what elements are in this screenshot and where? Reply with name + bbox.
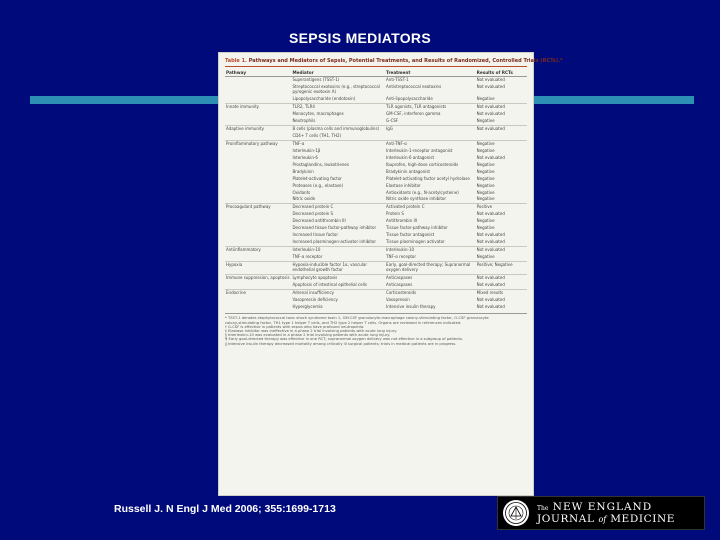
- table-caption-text: Pathways and Mediators of Sepsis, Potential Treatments, and Results of Randomized, Controlled Trials (RCTs).*: [248, 58, 563, 64]
- table-row: [225, 218, 527, 225]
- table-row: [225, 303, 527, 310]
- cell-treatment: TLR agonists, TLR antagonists: [385, 103, 476, 110]
- cell-result: Mixed results: [476, 289, 527, 296]
- cell-pathway: [225, 168, 291, 175]
- cell-pathway: Proinflammatory pathway: [225, 140, 291, 147]
- cell-mediator: Interleukin-6: [292, 154, 318, 160]
- table-row: [225, 211, 527, 218]
- footnote: * TSST-1 denotes staphylococcal toxic shock syndrome toxin 1, GM-CSF granulocyte-macrophage colony-stimulating factor, G-CSF granulocyte: [225, 316, 489, 321]
- cell-mediator: Oxidants: [292, 189, 311, 195]
- cell-mediator: Increased tissue factor: [292, 232, 339, 238]
- header-pathway: Pathway: [225, 68, 291, 77]
- cell-result: Not evaluated: [476, 84, 505, 90]
- cell-treatment: Tissue plasminogen activator: [386, 239, 445, 245]
- cell-treatment: [385, 133, 476, 140]
- cell-treatment: Anti-TNF-α: [385, 140, 476, 147]
- cell-mediator: Superantigens (TSST-1): [292, 77, 340, 83]
- cell-pathway: [225, 218, 291, 225]
- cell-result: Not evaluated: [476, 125, 527, 132]
- footnote: ‡ Elastase inhibitor was ineffective in a phase 2 trial involving patients with acute lung injury.: [225, 329, 398, 334]
- cell-treatment: Anti-TSST-1: [386, 77, 409, 83]
- footnote: colony-stimulating factor, TH1 type 1 helper T cells, and TH2 type 2 helper T cells. Organs are reviewed in references indicated.: [225, 320, 462, 325]
- cell-result: Not evaluated: [476, 281, 505, 287]
- cell-result: Negative: [476, 147, 495, 153]
- cell-pathway: [225, 84, 291, 96]
- table-row: [225, 296, 527, 303]
- cell-result: Not evaluated: [476, 154, 505, 160]
- cell-result: Negative: [476, 189, 495, 195]
- cell-result: Not evaluated: [476, 303, 505, 309]
- cell-treatment: Interleukin-10: [385, 247, 476, 254]
- cell-result: Negative: [476, 196, 495, 202]
- cell-treatment: Activated protein C: [385, 204, 476, 211]
- cell-mediator: B cells (plasma cells and immunoglobulins): [291, 125, 385, 132]
- cell-treatment: Protein S: [386, 211, 404, 217]
- cell-result: Not evaluated: [476, 77, 505, 83]
- cell-pathway: [225, 303, 291, 310]
- cell-treatment: Tissue factor antagonist: [386, 232, 435, 238]
- cell-treatment: Vasopressin: [386, 296, 410, 302]
- nejm-seal-icon: [501, 498, 531, 528]
- table-row: [225, 96, 527, 103]
- cell-result: Not evaluated: [476, 247, 527, 254]
- accent-bar-right: [534, 96, 694, 104]
- footnote: ¶ Early goal-directed therapy was effective in one RCT; supranormal oxygen delivery was not effective in a subgroup of patients.: [225, 337, 464, 342]
- cell-pathway: [225, 161, 291, 168]
- cell-mediator: TNF-α receptor: [292, 254, 323, 260]
- cell-result: Negative: [476, 175, 495, 181]
- table-row: [225, 154, 527, 161]
- cell-mediator: Decreased protein S: [292, 211, 334, 217]
- table-row: [225, 232, 527, 239]
- table-row: [225, 274, 527, 281]
- header-results: Results of RCTs: [476, 68, 527, 77]
- cell-result: Not evaluated: [476, 239, 505, 245]
- cell-result: Positive; Negative: [476, 262, 527, 275]
- cell-mediator: Hypoxia-inducible factor 1α, vascular endothelial growth factor: [291, 262, 385, 275]
- mediators-table: [225, 68, 527, 310]
- table-row: [225, 254, 527, 261]
- cell-result: Negative: [476, 225, 495, 231]
- cell-mediator: Lymphocyte apoptosis: [291, 274, 385, 281]
- logo-new-england: NEW ENGLAND: [552, 501, 653, 513]
- table-row: [225, 148, 527, 155]
- cell-result: Negative: [476, 254, 495, 260]
- cell-result: Not evaluated: [476, 296, 505, 302]
- cell-pathway: [225, 211, 291, 218]
- cell-pathway: [225, 175, 291, 182]
- cell-pathway: [225, 133, 291, 140]
- cell-result: Negative: [476, 182, 495, 188]
- cell-result: Not evaluated: [476, 110, 505, 116]
- header-mediator: Mediator: [291, 68, 385, 77]
- cell-treatment: Anti-lipopolysaccharide: [386, 95, 433, 101]
- cell-result: Positive: [476, 204, 527, 211]
- cell-mediator: Platelet-activating factor: [292, 175, 342, 181]
- cell-pathway: Immune suppression, apoptosis: [226, 274, 290, 280]
- cell-pathway: Procoagulant pathway: [225, 204, 291, 211]
- cell-result: Negative: [476, 161, 495, 167]
- header-treatment: Treatment: [385, 68, 476, 77]
- cell-result: Negative: [476, 95, 495, 101]
- table-row: [225, 84, 527, 96]
- cell-mediator: Decreased tissue factor-pathway inhibitor: [292, 225, 377, 231]
- cell-treatment: Interleukin-1-receptor antagonist: [386, 147, 453, 153]
- cell-result: Not evaluated: [476, 103, 527, 110]
- cell-treatment: Intensive insulin therapy: [386, 303, 436, 309]
- cell-result: Negative: [476, 218, 495, 224]
- citation: Russell J. N Engl J Med 2006; 355:1699-1713: [114, 503, 336, 515]
- cell-treatment: Antithrombin III: [386, 218, 417, 224]
- cell-pathway: Antiinflammatory: [225, 247, 291, 254]
- cell-mediator: Nitric oxide: [292, 196, 316, 202]
- cell-pathway: [225, 196, 291, 203]
- cell-pathway: [225, 77, 291, 84]
- cell-mediator: Monocytes, macrophages: [292, 110, 344, 116]
- cell-treatment: Bradykinin antagonist: [386, 168, 430, 174]
- cell-result: [476, 133, 527, 140]
- cell-pathway: Endocrine: [225, 289, 291, 296]
- cell-treatment: Anticaspases: [386, 281, 413, 287]
- cell-treatment: Ibuprofen, high-dose corticosteroids: [386, 161, 459, 167]
- table-row: [225, 196, 527, 203]
- table-row: [225, 118, 527, 125]
- cell-pathway: Innate immunity: [225, 103, 291, 110]
- cell-pathway: [225, 232, 291, 239]
- table-row: [225, 161, 527, 168]
- slide-title: SEPSIS MEDIATORS: [289, 30, 431, 46]
- logo-of: of: [598, 515, 607, 524]
- cell-treatment: G-CSF: [386, 117, 399, 123]
- cell-pathway: [225, 148, 291, 155]
- cell-mediator: Apoptosis of intestinal epithelial cells: [292, 281, 367, 287]
- cell-treatment: Corticosteroids: [385, 289, 476, 296]
- cell-mediator: Adrenal insufficiency: [291, 289, 385, 296]
- cell-treatment: Antioxidants (e.g., N-acetylcysteine): [386, 189, 459, 195]
- cell-mediator: CD4+ T cells (TH1, TH2): [292, 132, 342, 138]
- footnote: ‖ Intensive insulin therapy decreased mortality among critically ill surgical patients; trials in medical patients are in progress.: [225, 341, 457, 346]
- logo-medicine: MEDICINE: [610, 513, 676, 525]
- cell-pathway: [225, 118, 291, 125]
- table-row: [225, 239, 527, 246]
- table-row: [225, 175, 527, 182]
- cell-treatment: Early, goal-directed therapy; Supranormal oxygen delivery: [385, 262, 476, 275]
- cell-mediator: Bradykinin: [292, 168, 314, 174]
- table-row: [225, 282, 527, 289]
- cell-mediator: Streptococcal exotoxins (e.g., streptococcal pyrogenic exotoxin A): [292, 84, 380, 94]
- cell-result: Not evaluated: [476, 232, 505, 238]
- table-row: [225, 182, 527, 189]
- cell-pathway: [225, 154, 291, 161]
- cell-pathway: [225, 282, 291, 289]
- cell-treatment: Nitric oxide synthase inhibitor: [386, 196, 446, 202]
- cell-result: Negative: [476, 168, 495, 174]
- table-caption-label: Table 1.: [225, 58, 247, 64]
- cell-mediator: Hyperglycemia: [292, 303, 323, 309]
- cell-mediator: Increased plasminogen-activator inhibitor: [292, 239, 377, 245]
- cell-pathway: [225, 296, 291, 303]
- footnote: § Interleukin-10 was evaluated in a phase 2 trial involving patients with acute lung injury.: [225, 333, 391, 338]
- logo-the: The: [537, 505, 549, 512]
- cell-treatment: TNF-α receptor: [386, 254, 417, 260]
- cell-pathway: [225, 96, 291, 103]
- cell-treatment: GM-CSF, interferon gamma: [386, 110, 441, 116]
- cell-mediator: TLR2, TLR4: [291, 103, 385, 110]
- accent-bar-left: [30, 96, 218, 104]
- table-row: [225, 204, 527, 211]
- cell-mediator: Interleukin-10: [291, 247, 385, 254]
- cell-treatment: Anticaspases: [385, 274, 476, 281]
- cell-pathway: [225, 189, 291, 196]
- cell-mediator: Neutrophils: [292, 117, 316, 123]
- footnote: † G-CSF is effective in patients with sepsis who have profound neutropenia.: [225, 324, 365, 329]
- cell-treatment: Antistreptococcal exotoxins: [386, 84, 442, 90]
- table-row: [225, 225, 527, 232]
- cell-pathway: Adaptive immunity: [225, 125, 291, 132]
- table-row: [225, 140, 527, 147]
- cell-mediator: Lipopolysaccharide (endotoxin): [292, 95, 356, 101]
- cell-mediator: Decreased protein C: [291, 204, 385, 211]
- table-row: [225, 168, 527, 175]
- table-row: [225, 103, 527, 110]
- nejm-logo: [497, 496, 705, 530]
- table-caption: [225, 58, 563, 67]
- cell-result: Not evaluated: [476, 211, 505, 217]
- cell-pathway: [225, 111, 291, 118]
- table-row: [225, 247, 527, 254]
- cell-result: Negative: [476, 140, 527, 147]
- table-image: [218, 52, 563, 496]
- table-row: [225, 189, 527, 196]
- cell-treatment: IgG: [385, 125, 476, 132]
- cell-pathway: [225, 254, 291, 261]
- cell-treatment: Platelet-activating factor acetyl hydrolase: [386, 175, 470, 181]
- cell-mediator: Prostaglandins, leukotrienes: [292, 161, 349, 167]
- table-body: [225, 77, 527, 311]
- cell-pathway: [225, 225, 291, 232]
- table-footnotes: [225, 313, 527, 345]
- table-row: [225, 125, 527, 132]
- table-row: [225, 111, 527, 118]
- cell-treatment: Elastase inhibitor: [386, 182, 421, 188]
- table-header-row: [225, 68, 527, 77]
- cell-treatment: Interleukin-6 antagonist: [386, 154, 435, 160]
- cell-pathway: [225, 182, 291, 189]
- cell-pathway: [225, 239, 291, 246]
- cell-mediator: Vasopressin deficiency: [292, 296, 338, 302]
- cell-treatment: Tissue factor-pathway inhibitor: [386, 225, 448, 231]
- cell-pathway: Hypoxia: [225, 262, 291, 275]
- table-row: [225, 133, 527, 140]
- cell-mediator: TNF-α: [291, 140, 385, 147]
- table-row: [225, 289, 527, 296]
- cell-result: Not evaluated: [476, 274, 527, 281]
- cell-mediator: Proteases (e.g., elastase): [292, 182, 344, 188]
- logo-journal: JOURNAL: [537, 513, 595, 525]
- table-row: [225, 262, 527, 275]
- cell-mediator: Interleukin-1β: [292, 147, 321, 153]
- cell-mediator: Decreased antithrombin III: [292, 218, 346, 224]
- cell-result: Negative: [476, 117, 495, 123]
- table-row: [225, 77, 527, 84]
